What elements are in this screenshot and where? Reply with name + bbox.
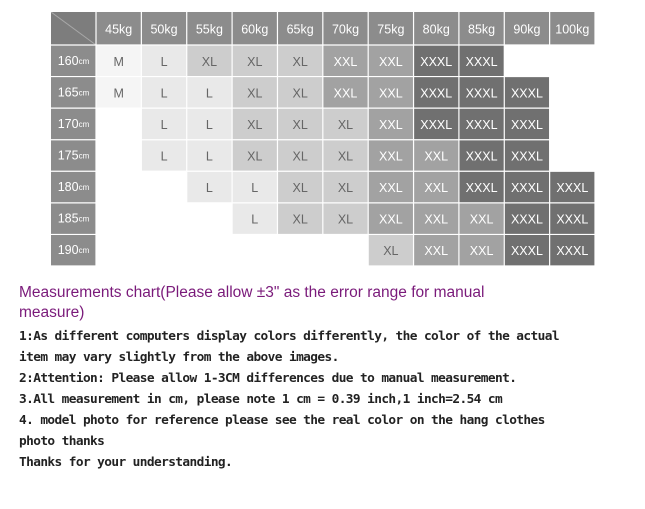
size-cell (96, 203, 141, 235)
size-cell-label: L (160, 149, 168, 164)
note-line-6: photo thanks (19, 434, 105, 449)
size-cell-label: XL (292, 181, 308, 196)
size-cell-label: XXL (379, 86, 403, 101)
size-cell-label: XXXL (510, 212, 543, 227)
size-cell (187, 203, 232, 235)
size-cell-label: XXXL (420, 117, 453, 132)
size-cell-label: XXXL (556, 212, 589, 227)
size-cell-label: XL (247, 54, 263, 69)
size-cell (96, 234, 141, 266)
column-header-60kg: 60kg (241, 22, 269, 37)
size-cell-label: XL (292, 212, 308, 227)
size-cell-label: XXXL (556, 244, 589, 259)
size-cell-label: XXXL (465, 86, 498, 101)
column-header-70kg: 70kg (331, 22, 360, 37)
size-cell-label: XL (247, 149, 263, 164)
row-header-180: 180cm (57, 180, 90, 195)
size-cell (96, 108, 141, 140)
column-header-85kg: 85kg (468, 22, 496, 37)
size-cell-label: L (205, 149, 213, 164)
size-cell (504, 45, 549, 77)
size-cell-label: XXL (333, 54, 358, 69)
size-cell (141, 203, 186, 235)
size-cell-label: M (113, 54, 124, 69)
size-cell-label: XL (201, 54, 218, 69)
size-cell (141, 171, 186, 203)
size-cell-label: XXL (379, 54, 403, 69)
column-header-75kg: 75kg (377, 22, 405, 37)
row-header-175: 175cm (57, 148, 90, 163)
note-line-4: 3.All measurement in cm, please note 1 cm = 0.39 inch,1 inch=2.54 cm (19, 392, 503, 407)
size-cell-label: XL (337, 212, 354, 227)
size-cell-label: XL (337, 117, 354, 132)
header-column (51, 12, 96, 266)
size-cell-label: XL (292, 117, 308, 132)
size-cell (550, 140, 595, 172)
size-cell-label: XXXL (510, 244, 543, 259)
size-chart-table (51, 12, 595, 266)
size-cell-label: L (205, 181, 213, 196)
size-cell-label: XXL (379, 212, 403, 227)
size-cell-label: XL (337, 181, 354, 196)
size-cell-label: XXXL (465, 54, 498, 69)
size-cell (277, 234, 322, 266)
size-cell-label: XXL (469, 244, 494, 259)
size-cell (550, 108, 595, 140)
size-cell-label: L (160, 117, 168, 132)
size-cell-label: XXXL (510, 149, 543, 164)
size-chart-grid (51, 12, 595, 266)
size-cell-label: XXXL (465, 181, 498, 196)
note-line-3: 2:Attention: Please allow 1-3CM differences due to manual measurement. (19, 371, 517, 386)
size-cell-label: L (251, 212, 259, 227)
size-cell (96, 171, 141, 203)
size-cell-label: L (160, 54, 168, 69)
size-cell-label: XXXL (510, 117, 543, 132)
size-cell (141, 234, 186, 266)
size-cell-label: XXL (424, 149, 449, 164)
size-cell-label: XXL (424, 181, 449, 196)
size-cell-label: XXL (379, 149, 403, 164)
size-cell-label: XXL (469, 212, 494, 227)
size-cell-label: XXL (333, 86, 358, 101)
size-cell-label: XL (383, 244, 399, 259)
size-cell-label: XXXL (420, 86, 453, 101)
size-cell-label: XL (292, 54, 308, 69)
column-header-100kg: 100kg (555, 22, 590, 37)
size-cell-label: XXXL (465, 149, 498, 164)
size-cell (323, 234, 368, 266)
row-header-190: 190cm (57, 243, 90, 258)
size-cell-label: XXL (379, 117, 403, 132)
size-cell (550, 77, 595, 109)
note-line-1: 1:As different computers display colors differently, the color of the actual (19, 329, 559, 344)
size-cell-label: XL (337, 149, 354, 164)
column-header-80kg: 80kg (422, 22, 450, 37)
size-cell-label: L (251, 181, 259, 196)
column-header-90kg: 90kg (513, 22, 541, 37)
size-cell-label: XL (247, 86, 263, 101)
notes-title: Measurements chart(Please allow ±3" as the error range for manual measure) (19, 284, 485, 321)
row-header-185: 185cm (57, 211, 90, 226)
size-cell (232, 234, 277, 266)
size-cell (187, 234, 232, 266)
row-header-165: 165cm (57, 85, 90, 100)
size-cell-label: XL (292, 149, 308, 164)
size-cell-label: XXXL (510, 181, 543, 196)
size-cell-label: L (205, 86, 213, 101)
size-cell-label: XXL (424, 244, 449, 259)
size-cell-label: XXXL (510, 86, 543, 101)
column-header-50kg: 50kg (150, 22, 178, 37)
size-cell-label: L (205, 117, 213, 132)
column-header-65kg: 65kg (286, 22, 314, 37)
size-cell-label: XXXL (556, 181, 589, 196)
size-cell-label: XXXL (465, 117, 498, 132)
size-cell-label: XXL (424, 212, 449, 227)
size-cell (550, 45, 595, 77)
size-cell-label: M (113, 86, 124, 101)
column-header-45kg: 45kg (105, 22, 133, 37)
column-header-55kg: 55kg (195, 22, 223, 37)
size-cell-label: XL (292, 86, 308, 101)
row-header-160: 160cm (57, 53, 90, 68)
row-header-170: 170cm (57, 116, 90, 131)
notes-section (19, 283, 619, 473)
size-cell (96, 140, 141, 172)
note-line-7: Thanks for your understanding. (19, 455, 233, 470)
size-cell-label: XXXL (420, 54, 453, 69)
size-cell-label: L (160, 86, 168, 101)
note-line-2: item may vary slightly from the above images. (19, 350, 339, 365)
size-cell-label: XXL (379, 181, 403, 196)
size-cell-label: XL (247, 117, 263, 132)
note-line-5: 4. model photo for reference please see the real color on the hang clothes (19, 413, 545, 428)
